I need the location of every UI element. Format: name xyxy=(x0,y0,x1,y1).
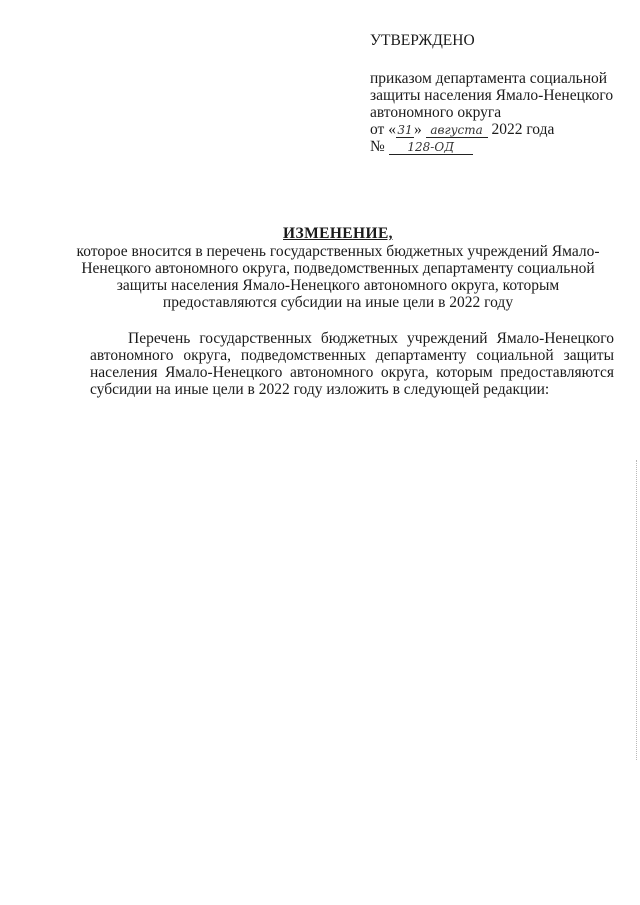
approval-line-3: автономного округа xyxy=(370,104,502,121)
handwritten-number: 128-ОД xyxy=(389,141,473,155)
heading-title: ИЗМЕНЕНИЕ, xyxy=(283,225,393,242)
heading-line-2: Ненецкого автономного округа, подведомственных департаменту социальной xyxy=(81,260,595,277)
handwritten-month: августа xyxy=(426,124,488,138)
body-paragraph: Перечень государственных бюджетных учреждений Ямало-Ненецкого автономного округа, подведомственных департаменту социальной защиты населения Ямало-Ненецкого автономного округа, которым предоставляются субсидии на иные цели в 2022 году изложить в следующей редакции: xyxy=(90,330,614,398)
date-mid: » xyxy=(413,121,422,138)
approval-number-line xyxy=(370,138,620,155)
document-heading xyxy=(70,225,606,311)
handwritten-day: 31 xyxy=(397,123,413,137)
date-suffix: 2022 года xyxy=(491,121,555,138)
heading-line-1: которое вносится в перечень государственных бюджетных учреждений Ямало- xyxy=(76,243,600,260)
scan-edge-marks xyxy=(635,460,637,760)
approval-date-line xyxy=(370,121,620,138)
heading-line-4: предоставляются субсидии на иные цели в 2022 году xyxy=(162,294,514,311)
approval-line-1: приказом департамента социальной xyxy=(370,70,608,87)
number-prefix: № xyxy=(370,138,385,155)
heading-line-3: защиты населения Ямало-Ненецкого автономного округа, которым xyxy=(116,277,560,294)
approval-title: УТВЕРЖДЕНО xyxy=(370,32,475,49)
date-prefix: от « xyxy=(370,121,396,138)
approval-line-2: защиты населения Ямало-Ненецкого xyxy=(370,87,614,104)
approval-block xyxy=(370,32,620,155)
